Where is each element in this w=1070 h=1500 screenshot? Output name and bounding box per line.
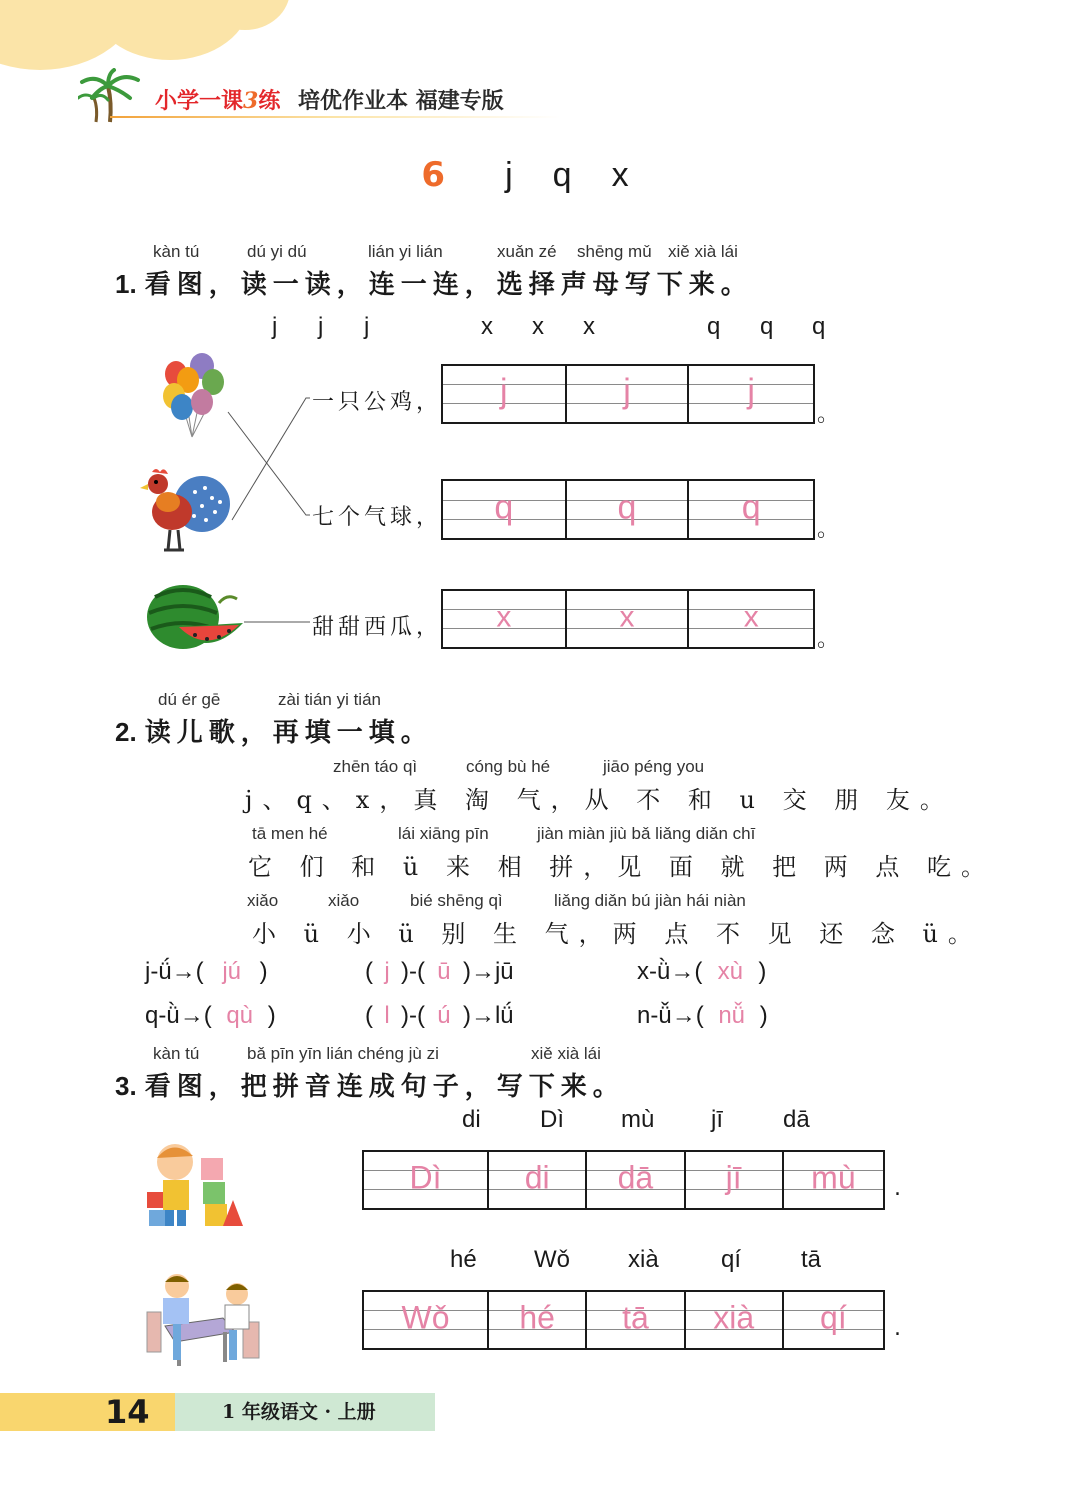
spelling-exercise: ( l )-( ú )→lǘ — [365, 1002, 514, 1029]
period: . — [894, 1176, 901, 1201]
writing-grid[interactable]: Dì di dā jī mù — [362, 1150, 885, 1210]
writing-grid[interactable]: q q q — [441, 479, 815, 540]
syllable: dā — [783, 1106, 810, 1133]
pinyin: bǎ pīn yīn lián chéng jù zi — [247, 1044, 439, 1063]
pinyin: zài tián yi tián — [278, 690, 381, 709]
pinyin: zhēn táo qì — [333, 757, 418, 776]
pinyin: xiě xià lái — [531, 1044, 601, 1063]
letter-option: q — [760, 313, 774, 340]
phrase-watermelon: 甜甜西瓜， — [312, 615, 443, 640]
syllable: tā — [801, 1246, 822, 1273]
writing-grid[interactable]: j j j — [441, 364, 815, 424]
pinyin: dú yi dú — [247, 242, 307, 261]
period: 。 — [817, 517, 840, 542]
poem-line: 它 们 和 ü 来 相 拼，见 面 就 把 两 点 吃。 — [248, 853, 996, 881]
syllable: hé — [450, 1246, 477, 1273]
question-2-title: 2. 读儿歌，再填一填。 — [115, 717, 433, 748]
writing-grid[interactable]: x x x — [441, 589, 815, 649]
pinyin: lái xiāng pīn — [398, 824, 489, 843]
lesson-title: 6 j q x — [421, 155, 629, 195]
syllable: Wǒ — [534, 1246, 570, 1273]
spelling-exercise: j-ǘ→( jú ) — [145, 958, 268, 985]
question-1-title: 1. 看图，读一读，连一连，选择声母写下来。 — [115, 269, 753, 300]
syllable: jī — [711, 1106, 723, 1133]
letter-option: x — [481, 313, 493, 340]
spelling-exercise: x-ǜ→( xù ) — [637, 958, 767, 985]
letter-option: j — [364, 313, 370, 340]
pinyin: jiàn miàn jiù bǎ liǎng diǎn chī — [537, 824, 756, 843]
pinyin: xiě xià lái — [668, 242, 738, 261]
letter-option: j — [272, 313, 278, 340]
phrase-balloons: 七个气球， — [312, 505, 443, 530]
pinyin: tā men hé — [252, 824, 328, 843]
period: 。 — [817, 627, 840, 652]
letter-option: j — [318, 313, 324, 340]
poem-line: j、q、x，真 淘 气，从 不 和 u 交 朋 友。 — [245, 786, 954, 814]
pinyin: xiǎo — [247, 891, 279, 910]
pinyin: dú ér gē — [158, 690, 221, 709]
pinyin: xuǎn zé — [497, 242, 557, 261]
spelling-exercise: ( j )-( ū )→jū — [365, 958, 514, 985]
pinyin: bié shēng qì — [410, 891, 503, 910]
boy-with-blocks-image — [143, 1140, 248, 1230]
pinyin: shēng mǔ — [577, 242, 652, 261]
phrase-rooster: 一只公鸡， — [312, 390, 443, 415]
page-number: 14 — [105, 1393, 150, 1431]
syllable: Dì — [540, 1106, 564, 1133]
syllable: xià — [628, 1246, 659, 1273]
pinyin: liǎng diǎn bú jiàn hái niàn — [554, 891, 746, 910]
letter-option: x — [532, 313, 544, 340]
pinyin: cóng bù hé — [466, 757, 551, 776]
pinyin: jiāo péng you — [603, 757, 705, 776]
spelling-exercise: n-ǚ→( nǚ ) — [637, 1002, 768, 1029]
period: . — [894, 1316, 901, 1341]
period: 。 — [817, 402, 840, 427]
letter-option: q — [707, 313, 721, 340]
syllable: di — [462, 1106, 481, 1133]
spelling-exercise: q-ǜ→( qù ) — [145, 1002, 276, 1029]
syllable: qí — [721, 1246, 742, 1273]
pinyin: kàn tú — [153, 242, 200, 261]
pinyin: xiǎo — [328, 891, 360, 910]
syllable: mù — [621, 1106, 655, 1133]
question-3-title: 3. 看图，把拼音连成句子，写下来。 — [115, 1071, 625, 1102]
pinyin: kàn tú — [153, 1044, 200, 1063]
poem-line: 小 ü 小 ü 别 生 气，两 点 不 见 还 念 ü。 — [252, 920, 982, 948]
children-playing-chess-image — [143, 1272, 265, 1372]
book-title: 1 年级语文 · 上册 — [222, 1401, 376, 1423]
pinyin: lián yi lián — [368, 242, 443, 261]
letter-option: q — [812, 313, 826, 340]
header-title: 小学一课3练 培优作业本 福建专版 — [155, 88, 504, 114]
writing-grid[interactable]: Wǒ hé tā xià qí — [362, 1290, 885, 1350]
letter-option: x — [583, 313, 595, 340]
